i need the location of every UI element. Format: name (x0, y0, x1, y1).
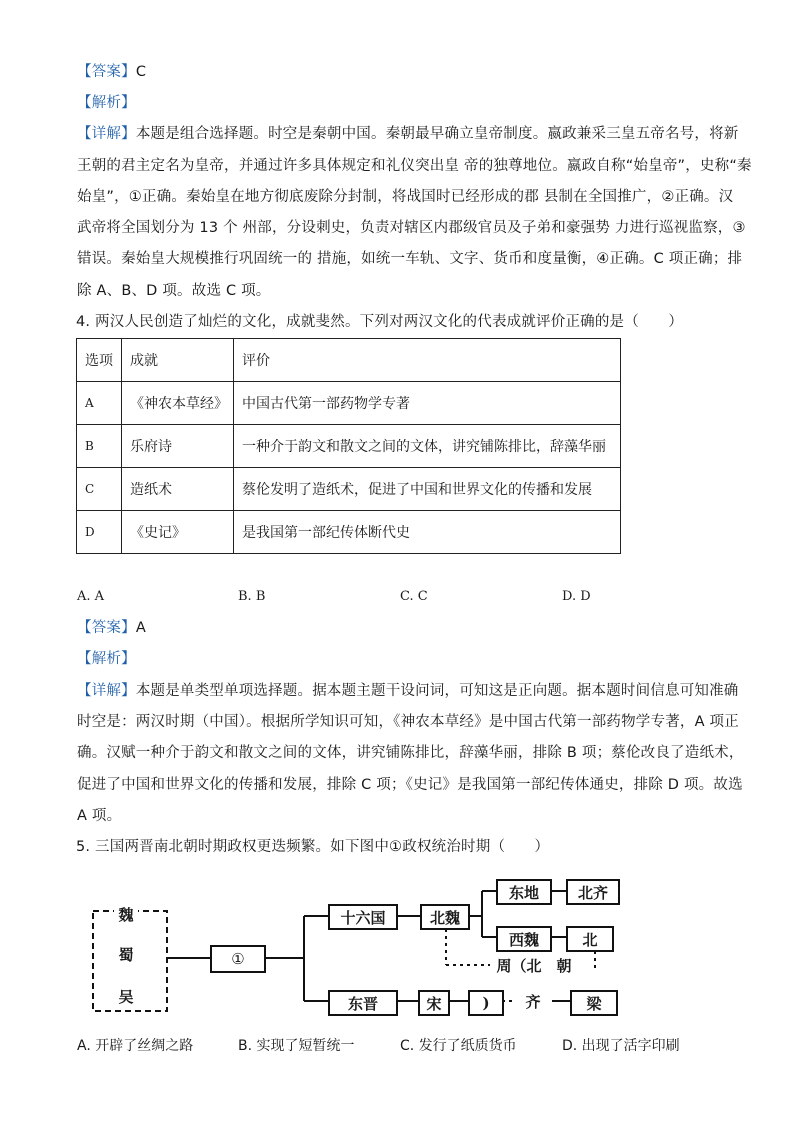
q4-question: 4. 两汉人民创造了灿烂的文化，成就斐然。下列对两汉文化的代表成就评价正确的是（ ） (76, 314, 684, 330)
detail-tag: 【详解】 (77, 126, 136, 142)
table-row (77, 382, 621, 425)
option-a: A. 开辟了丝绸之路 (77, 1038, 194, 1054)
box-wei: 魏 (114, 903, 138, 925)
table-header-cell: 选项 (77, 339, 122, 382)
dynasty-diagram (90, 873, 630, 1023)
table-cell: C (77, 468, 122, 511)
table-cell: 蔡伦发明了造纸术，促进了中国和世界文化的传播和发展 (234, 468, 621, 511)
table-cell: 《神农本草经》 (122, 382, 234, 425)
box-sixteen-kingdoms: 十六国 (328, 904, 398, 930)
option-b: B. 实现了短暂统一 (238, 1038, 355, 1054)
q3-analysis-tag: 【解析】 (77, 95, 136, 111)
q4-detail-line-5: A 项。 (77, 808, 122, 824)
q3-answer-line (77, 62, 146, 82)
q4-answer-line (77, 618, 146, 638)
q4-detail-line-2: 时空是：两汉时期（中国）。根据所学知识可知，《神农本草经》是中国古代第一部药物学专著，A 项正 (77, 714, 739, 730)
option-c: C. C (400, 589, 428, 604)
box-circle-1: ① (210, 945, 266, 973)
table-header-cell: 评价 (234, 339, 621, 382)
table-cell: D (77, 511, 122, 554)
table-cell: B (77, 425, 122, 468)
answer-tag: 【答案】 (77, 620, 136, 636)
option-d: D. 出现了活字印刷 (562, 1038, 680, 1054)
box-qi: 齐 (525, 992, 541, 1011)
box-northern-zhou: 北 (566, 926, 614, 952)
table-row (77, 468, 621, 511)
table-cell: 一种介于韵文和散文之间的文体，讲究铺陈排比，辞藻华丽 (234, 425, 621, 468)
option-c: C. 发行了纸质货币 (400, 1038, 517, 1054)
option-b: B. B (238, 589, 266, 604)
table-cell: 《史记》 (122, 511, 234, 554)
q3-detail-line-4: 武帝将全国划分为 13 个 州部，分设刺史，负责对辖区内郡级官员及子弟和豪强势 力进行巡视监察，③ (77, 220, 746, 236)
q4-detail-line-3: 确。汉赋一种介于韵文和散文之间的文体，讲究铺陈排比，辞藻华丽，排除 B 项；蔡伦改良了造纸术， (77, 745, 744, 761)
table-cell: 造纸术 (122, 468, 234, 511)
table-header-row (77, 339, 621, 382)
box-northern-wei: 北魏 (420, 904, 470, 930)
box-eastern-jin: 东晋 (328, 990, 398, 1016)
option-a: A. A (77, 589, 105, 604)
option-d: D. D (562, 589, 591, 604)
table-cell: 中国古代第一部药物学专著 (234, 382, 621, 425)
answer-tag: 【答案】 (77, 64, 136, 80)
q3-detail-line-1: 【详解】本题是组合选择题。时空是秦朝中国。秦朝最早确立皇帝制度。嬴政兼采三皇五帝名号，将新 (77, 126, 739, 142)
box-liang: 梁 (570, 990, 618, 1016)
q5-question: 5. 三国两晋南北朝时期政权更迭频繁。如下图中①政权统治时期（ ） (76, 839, 550, 855)
box-eastern-wei: 东地 (496, 879, 552, 905)
q3-detail-line-6: 除 A、B、D 项。故选 C 项。 (77, 283, 271, 299)
q3-detail-line-5: 错误。秦始皇大规模推行巩固统一的 措施，如统一车轨、文字、货币和度量衡，④正确。C 项正确；排 (77, 251, 743, 267)
answer-value: A (135, 620, 146, 636)
table-row (77, 511, 621, 554)
q4-table (76, 338, 621, 554)
box-mark: ) (468, 990, 504, 1016)
table-row (77, 425, 621, 468)
detail-tag: 【详解】 (77, 683, 136, 699)
box-western-wei: 西魏 (496, 926, 552, 952)
q3-detail-line-3: 始皇”，①正确。秦始皇在地方彻底废除分封制，将战国时已经形成的郡 县制在全国推广，②正确。汉 (77, 189, 734, 205)
label-northern-dynasties: 周（北 朝 (496, 956, 572, 975)
box-northern-qi: 北齐 (566, 879, 620, 905)
table-cell: 是我国第一部纪传体断代史 (234, 511, 621, 554)
box-shu: 蜀 (114, 943, 138, 965)
table-cell: 乐府诗 (122, 425, 234, 468)
q3-detail-line-2: 王朝的君主定名为皇帝，并通过许多具体规定和礼仪突出皇 帝的独尊地位。嬴政自称“始皇帝”，史称“秦 (77, 158, 752, 174)
table-header-cell: 成就 (122, 339, 234, 382)
answer-value: C (135, 64, 147, 80)
table-cell: A (77, 382, 122, 425)
q4-detail-line-1: 【详解】本题是单类型单项选择题。据本题主题干设问词，可知这是正向题。据本题时间信息可知准确 (77, 683, 739, 699)
box-song: 宋 (418, 990, 450, 1016)
q4-detail-line-4: 促进了中国和世界文化的传播和发展，排除 C 项；《史记》是我国第一部纪传体通史，排除 D 项。故选 (77, 777, 743, 793)
q4-analysis-tag: 【解析】 (77, 651, 136, 667)
box-wu: 吴 (114, 985, 138, 1007)
